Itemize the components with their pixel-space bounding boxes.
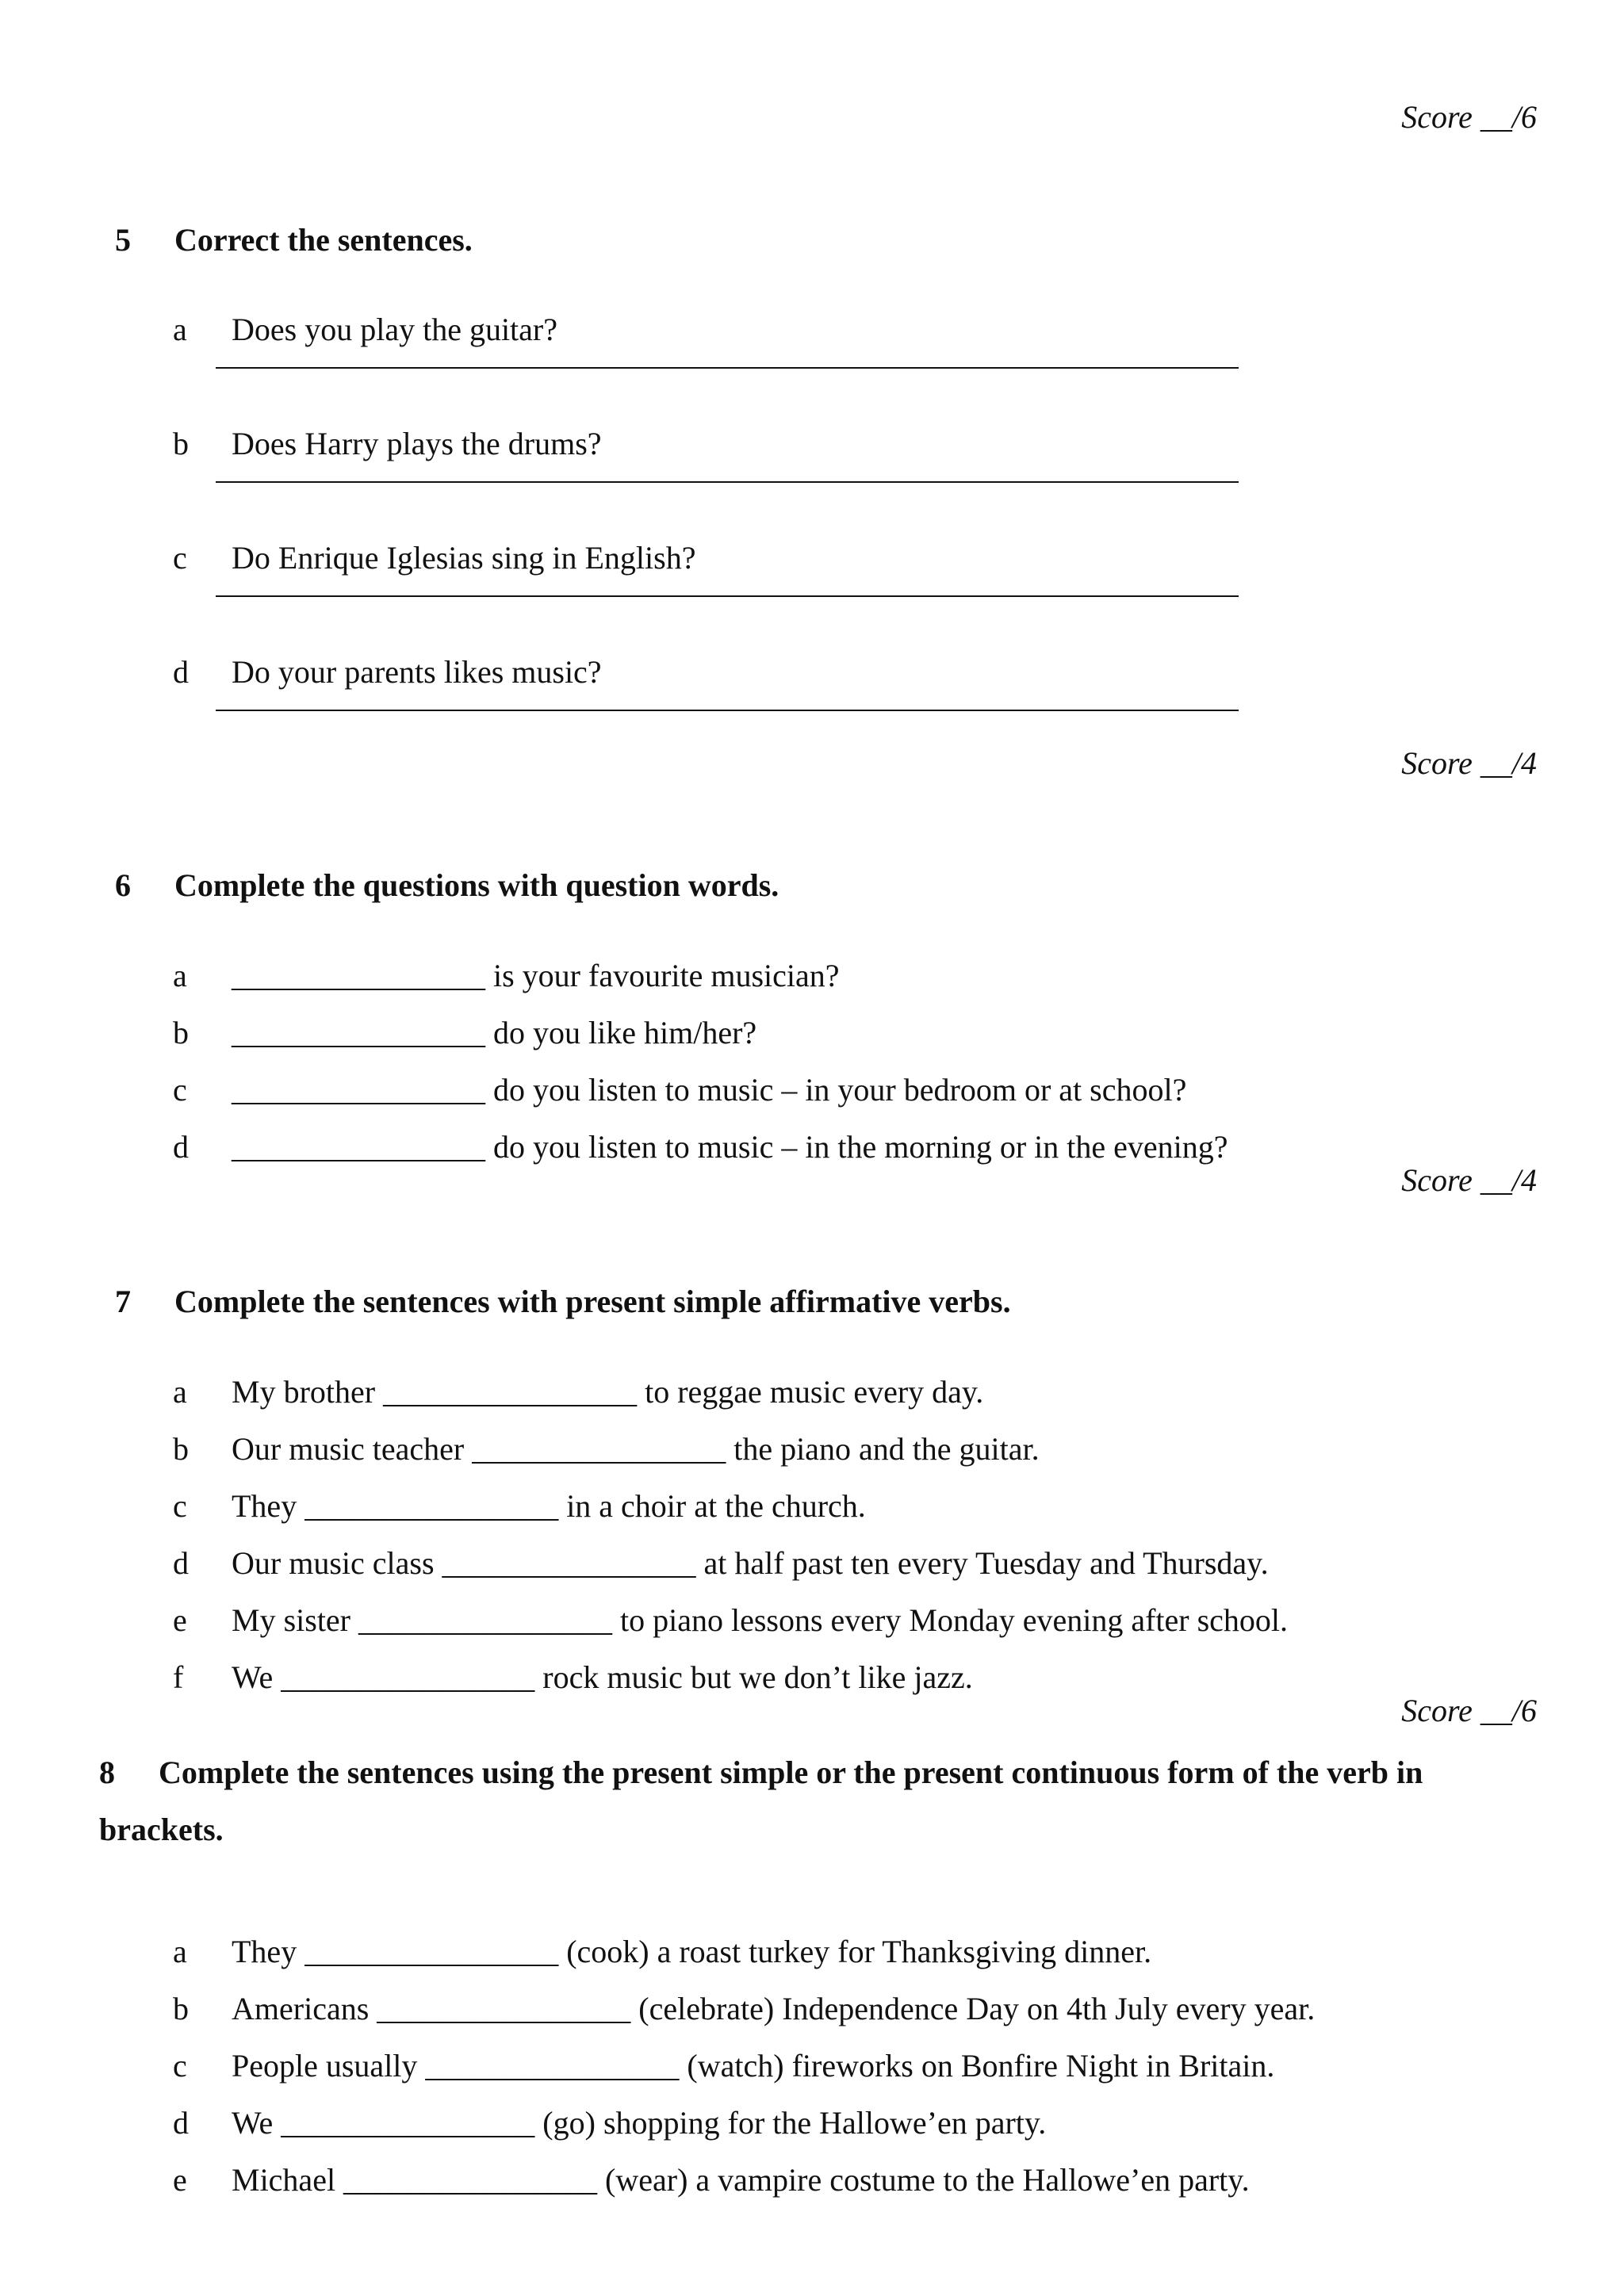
exercise-8-heading [99,1744,1503,1858]
item-letter: b [173,1015,189,1050]
exercise-6-item-b [157,985,756,1049]
item-text: ________________ do you listen to music – in your bedroom or at school? [232,1072,1187,1108]
exercise-7-item-b [157,1402,1040,1465]
item-text: Americans ________________ (celebrate) Independence Day on 4th July every year. [232,1991,1316,2026]
exercise-7-item-d [157,1516,1269,1579]
item-text: ________________ is your favourite musician? [232,958,840,993]
exercise-7-item-e [157,1573,1288,1636]
answer-line[interactable] [216,595,1239,597]
exercise-6-heading [99,838,779,901]
exercise-6-item-a [157,928,840,992]
item-text: My brother ________________ to reggae music every day. [232,1374,984,1410]
answer-line[interactable] [216,367,1239,369]
item-text: Our music teacher ________________ the piano and the guitar. [232,1431,1040,1467]
score-label: Score __/4 [1401,1162,1537,1198]
item-text: Does Harry plays the drums? [232,426,602,461]
exercise-5-item-a [157,282,557,346]
item-text: We ________________ (go) shopping for the Hallowe’en party. [232,2105,1047,2141]
item-text: Our music class ________________ at half past ten every Tuesday and Thursday. [232,1545,1269,1581]
item-text: ________________ do you listen to music – in the morning or in the evening? [232,1129,1228,1165]
exercise-7-item-f [157,1630,973,1693]
exercise-number: 8 [99,1755,115,1790]
score-label: Score __/6 [1401,1693,1537,1728]
item-text: ________________ do you like him/her? [232,1015,757,1050]
item-letter: d [173,654,189,690]
score-label: Score __/6 [1401,99,1537,135]
exercise-5-heading [99,193,473,256]
item-letter: c [173,1072,187,1108]
exercise-8-item-e [157,2133,1250,2196]
item-letter: a [173,958,187,993]
item-letter: c [173,2048,187,2084]
item-text: Does you play the guitar? [232,312,557,347]
item-letter: b [173,1431,189,1467]
item-letter: a [173,312,187,347]
item-letter: b [173,426,189,461]
exercise-8-item-d [157,2076,1046,2139]
exercise-7-item-a [157,1345,983,1408]
item-letter: f [173,1659,184,1695]
answer-line[interactable] [216,710,1239,711]
exercise-8-item-c [157,2019,1274,2082]
exercise-instruction: Complete the sentences using the present simple or the present continuous form of the verb in brackets. [99,1755,1423,1847]
item-letter: a [173,1374,187,1410]
exercise-number: 7 [115,1284,131,1319]
item-text: My sister ________________ to piano lessons every Monday evening after school. [232,1602,1289,1638]
item-letter: b [173,1991,189,2026]
exercise-7-item-c [157,1459,866,1522]
exercise-7-heading [99,1254,1011,1318]
item-letter: e [173,2162,187,2198]
exercise-number: 5 [115,222,131,258]
item-text: They ________________ (cook) a roast turkey for Thanksgiving dinner. [232,1934,1152,1969]
exercise-instruction: Correct the sentences. [174,222,473,258]
item-text: Michael ________________ (wear) a vampire costume to the Hallowe’en party. [232,2162,1250,2198]
exercise-5-item-b [157,396,602,460]
exercise-6-item-d [157,1100,1228,1163]
item-text: Do Enrique Iglesias sing in English? [232,540,696,576]
exercise-5-item-c [157,511,695,574]
item-text: People usually ________________ (watch) fireworks on Bonfire Night in Britain. [232,2048,1275,2084]
item-text: We ________________ rock music but we don’t like jazz. [232,1659,973,1695]
exercise-5-item-d [157,625,602,688]
item-text: Do your parents likes music? [232,654,602,690]
exercise-8-item-a [157,1904,1151,1968]
item-letter: c [173,540,187,576]
exercise-instruction: Complete the questions with question words. [174,867,779,903]
item-letter: d [173,2105,189,2141]
item-letter: d [173,1129,189,1165]
exercise-instruction: Complete the sentences with present simple affirmative verbs. [174,1284,1011,1319]
item-letter: e [173,1602,187,1638]
answer-line[interactable] [216,481,1239,483]
item-letter: d [173,1545,189,1581]
item-letter: a [173,1934,187,1969]
score-label: Score __/4 [1401,745,1537,781]
exercise-number: 6 [115,867,131,903]
exercise-6-item-c [157,1043,1186,1106]
item-text: They ________________ in a choir at the church. [232,1488,866,1524]
item-letter: c [173,1488,187,1524]
exercise-8-item-b [157,1961,1315,2025]
